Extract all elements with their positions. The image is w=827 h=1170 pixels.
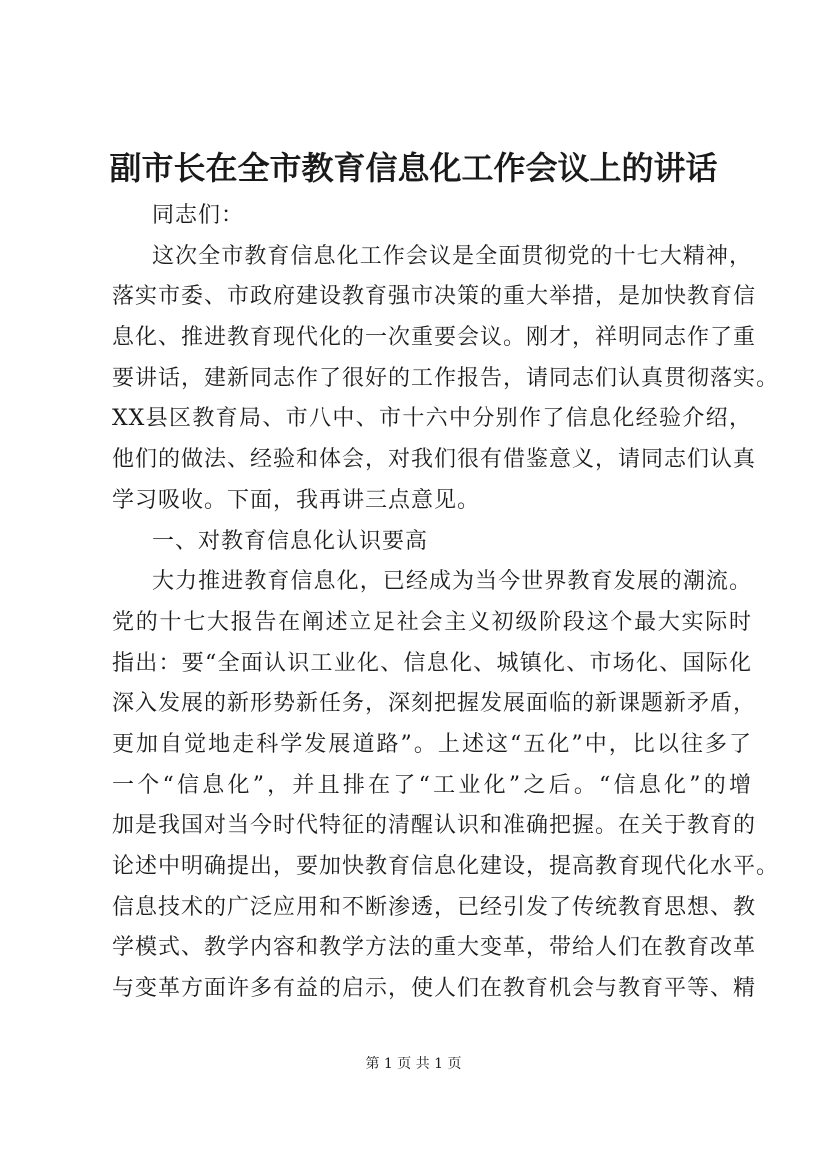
- text-line: 他们的做法、经验和体会，对我们很有借鉴意义，请同志们认真: [112, 447, 757, 473]
- section-heading: 一、对教育信息化认识要高: [152, 528, 429, 554]
- text-line: 一个“信息化”，并且排在了“工业化”之后。“信息化”的增: [112, 772, 752, 798]
- text-line: 大力推进教育信息化，已经成为当今世界教育发展的潮流。: [152, 569, 752, 595]
- text-line: 深入发展的新形势新任务，深刻把握发展面临的新课题新矛盾，: [112, 691, 757, 717]
- text-line: 学习吸收。下面，我再讲三点意见。: [112, 487, 481, 513]
- text-line: 党的十七大报告在阐述立足社会主义初级阶段这个最大实际时: [112, 609, 752, 635]
- text-line: 这次全市教育信息化工作会议是全面贯彻党的十七大精神，: [152, 243, 752, 269]
- text-line: 指出：要“全面认识工业化、信息化、城镇化、市场化、国际化: [112, 650, 752, 676]
- document-body: [112, 196, 780, 1010]
- text-line: 信息技术的广泛应用和不断渗透，已经引发了传统教育思想、教: [112, 894, 757, 920]
- text-line: 息化、推进教育现代化的一次重要会议。刚才，祥明同志作了重: [112, 325, 757, 351]
- text-line: 要讲话，建新同志作了很好的工作报告，请同志们认真贯彻落实。: [112, 365, 780, 391]
- text-line: 加是我国对当今时代特征的清醒认识和准确把握。在关于教育的: [112, 813, 757, 839]
- text-line: 学模式、教学内容和教学方法的重大变革，带给人们在教育改革: [112, 935, 757, 961]
- text-line: XX县区教育局、市八中、市十六中分别作了信息化经验介绍，: [112, 406, 752, 432]
- page-footer: 第 1 页 共 1 页: [365, 1056, 462, 1072]
- text-line: 落实市委、市政府建设教育强市决策的重大举措，是加快教育信: [112, 284, 757, 310]
- document-title: 副市长在全市教育信息化工作会议上的讲话: [109, 149, 718, 187]
- text-line: 更加自觉地走科学发展道路”。上述这“五化”中，比以往多了: [112, 731, 752, 757]
- text-line: 与变革方面许多有益的启示，使人们在教育机会与教育平等、精: [112, 976, 757, 1002]
- text-line: 论述中明确提出，要加快教育信息化建设，提高教育现代化水平。: [112, 854, 780, 879]
- text-line: 同志们：: [152, 203, 245, 228]
